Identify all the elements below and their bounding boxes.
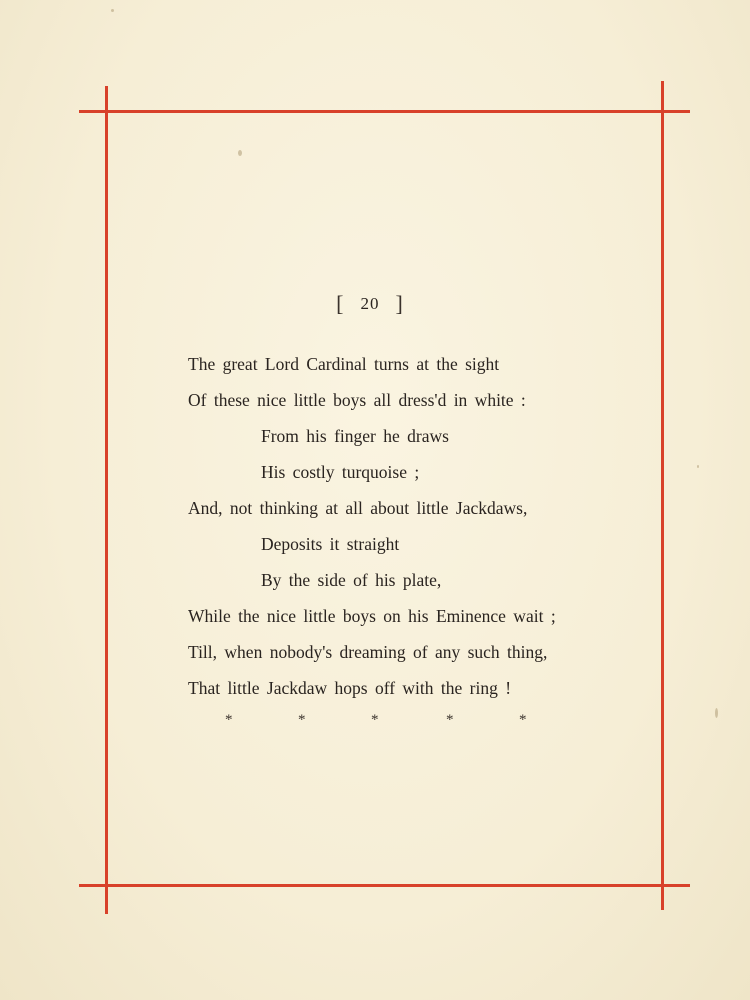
border-rule-right xyxy=(661,81,664,910)
verse-line: Deposits it straight xyxy=(261,534,400,554)
verse-line: The great Lord Cardinal turns at the sight xyxy=(188,354,500,374)
page-number-value: 20 xyxy=(360,294,380,313)
ornament-star: * xyxy=(225,712,233,728)
verse-line: While the nice little boys on his Eminence wait ; xyxy=(188,606,556,626)
page-number-bracket-open: [ xyxy=(336,291,345,316)
border-rule-top xyxy=(79,110,690,113)
border-rule-left xyxy=(105,86,108,914)
ornament-star: * xyxy=(371,712,379,728)
verse-line: His costly turquoise ; xyxy=(261,462,420,482)
paper-speck xyxy=(697,465,699,468)
paper-speck xyxy=(238,150,242,156)
page-number-bracket-close: ] xyxy=(395,291,404,316)
paper-speck xyxy=(715,708,718,718)
paper-speck xyxy=(111,9,114,12)
verse-line: That little Jackdaw hops off with the ring ! xyxy=(188,678,512,698)
asterism-ornament xyxy=(0,712,750,732)
border-rule-bottom xyxy=(79,884,690,887)
verse-line: Of these nice little boys all dress'd in white : xyxy=(188,390,526,410)
ornament-star: * xyxy=(519,712,527,728)
verse-line: Till, when nobody's dreaming of any such thing, xyxy=(188,642,548,662)
verse-line: From his finger he draws xyxy=(261,426,449,446)
page-number xyxy=(300,291,440,317)
ornament-star: * xyxy=(298,712,306,728)
ornament-star: * xyxy=(446,712,454,728)
verse-line: By the side of his plate, xyxy=(261,570,442,590)
verse-line: And, not thinking at all about little Jackdaws, xyxy=(188,498,528,518)
